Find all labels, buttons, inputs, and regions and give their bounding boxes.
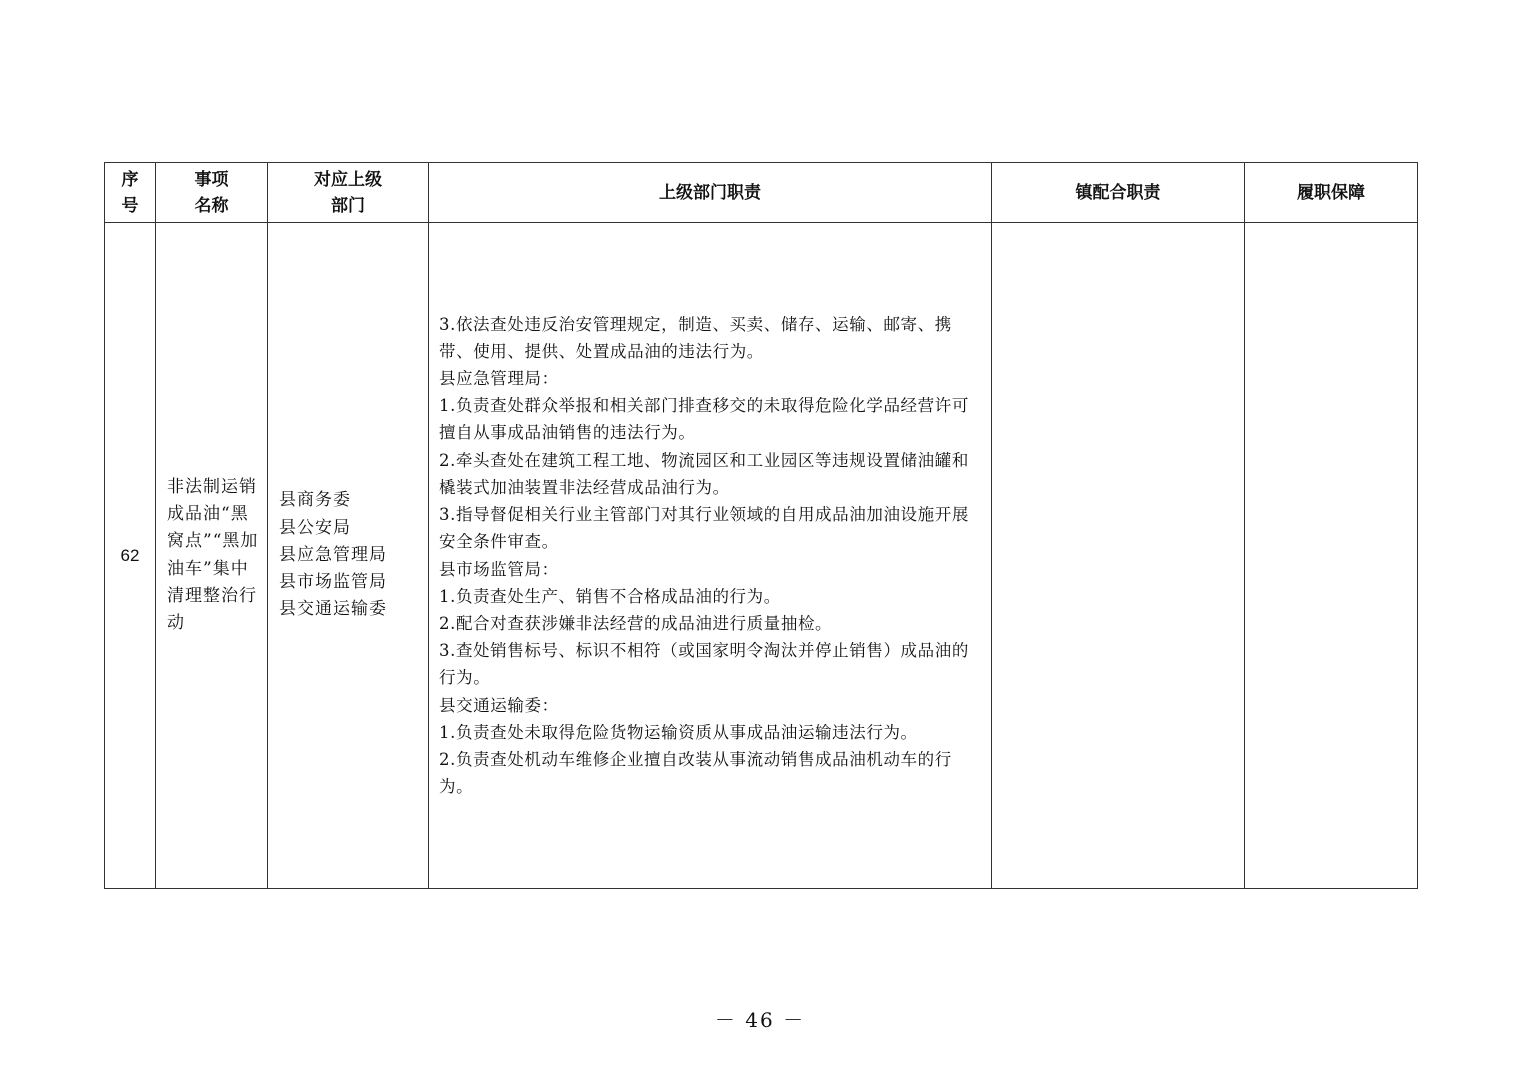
header-town-duties: 镇配合职责	[992, 163, 1245, 223]
header-item-name	[156, 163, 268, 223]
header-seq-line1: 序	[121, 169, 139, 190]
header-dept	[268, 163, 429, 223]
duty-section-heading: 县交通运输委：	[439, 695, 559, 715]
duty-line: 2.配合对查获涉嫌非法经营的成品油进行质量抽检。	[439, 613, 833, 633]
duty-line: 2.负责查处机动车维修企业擅自改装从事流动销售成品油机动车的行为。	[439, 749, 952, 797]
header-dept-line1: 对应上级	[314, 169, 382, 190]
department-item: 县公安局	[279, 517, 351, 538]
header-seq	[105, 163, 156, 223]
row-item-name: 非法制运销成品油“黑窝点”“黑加油车”集中清理整治行动	[156, 223, 268, 889]
duty-line: 3.查处销售标号、标识不相符（或国家明令淘汰并停止销售）成品油的行为。	[439, 641, 969, 688]
header-item-line2: 名称	[194, 195, 229, 216]
header-guarantee: 履职保障	[1245, 163, 1418, 223]
row-town-duties	[992, 223, 1245, 889]
department-item: 县市场监管局	[279, 572, 387, 593]
duty-line: 1.负责查处未取得危险货物运输资质从事成品油运输违法行为。	[439, 722, 918, 742]
duty-section-heading: 县市场监管局：	[439, 559, 559, 579]
table-row	[105, 223, 1418, 889]
header-item-line1: 事项	[194, 169, 229, 190]
header-dept-line2: 部门	[331, 195, 365, 216]
duty-line: 1.负责查处生产、销售不合格成品油的行为。	[439, 586, 781, 606]
row-guarantee	[1245, 223, 1418, 889]
duty-section-heading: 县应急管理局：	[439, 369, 559, 389]
duty-line: 3.指导督促相关行业主管部门对其行业领域的自用成品油加油设施开展安全条件审查。	[439, 505, 969, 552]
table-header-row	[105, 163, 1418, 223]
header-duties: 上级部门职责	[429, 163, 992, 223]
header-seq-line2: 号	[121, 195, 139, 216]
row-number: 62	[105, 223, 156, 889]
department-item: 县交通运输委	[279, 599, 387, 620]
duty-line: 1.负责查处群众举报和相关部门排查移交的未取得危险化学品经营许可擅自从事成品油销售的违法行为。	[439, 396, 969, 443]
page-number: － 46 －	[714, 1008, 806, 1032]
department-item: 县应急管理局	[279, 544, 387, 565]
row-departments	[268, 223, 429, 889]
duty-line: 2.牵头查处在建筑工程工地、物流园区和工业园区等违规设置储油罐和橇装式加油装置非法经营成品油行为。	[439, 450, 969, 497]
department-item: 县商务委	[279, 490, 351, 511]
duty-line: 3.依法查处违反治安管理规定，制造、买卖、储存、运输、邮寄、携带、使用、提供、处置成品油的违法行为。	[439, 314, 952, 361]
row-duties	[429, 223, 992, 889]
duties-table	[104, 162, 1418, 889]
